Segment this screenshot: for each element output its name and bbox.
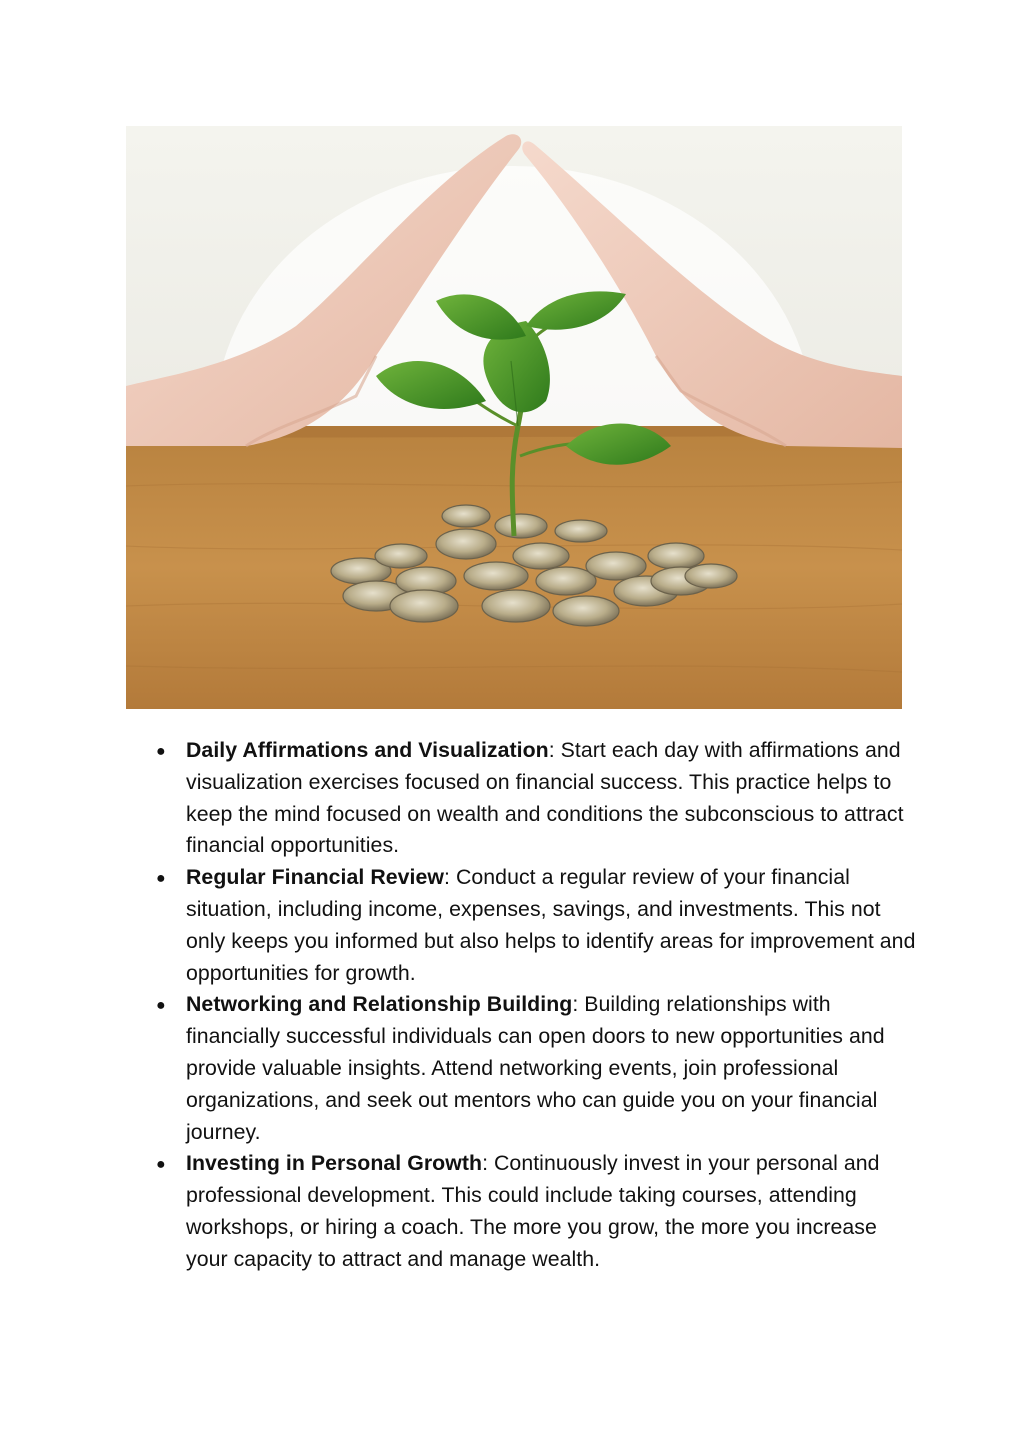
list-item [156,989,916,1148]
list-item-text: : Start each day with affirmations and visualization exercises focused on financial success. This practice helps to keep the mind focused on wealth and conditions the subconscious to attract financial opportunities. [186,738,904,858]
tips-list [156,735,916,1276]
bullet-icon: ● [156,1156,166,1174]
list-item-term: Daily Affirmations and Visualization [186,738,549,762]
list-item-term: Networking and Relationship Building [186,992,573,1017]
hero-image [126,126,902,709]
bullet-icon: ● [156,870,166,888]
list-item [156,1148,916,1275]
list-item [156,735,916,862]
list-item-text: : Continuously invest in your personal and professional development. This could include taking courses, attending workshops, or hiring a coach. The more you grow, the more you increase your capacity to attract and manage wealth. [186,1151,880,1271]
list-item-term: Investing in Personal Growth [186,1151,483,1176]
bullet-icon: ● [156,743,166,760]
seedling-with-coins-icon [126,126,902,709]
list-item-text: : Conduct a regular review of your financial situation, including income, expenses, savings, and investments. This not only keeps you informed but also helps to identify areas for improvement and opportunities for growth. [186,865,916,985]
bullet-icon: ● [156,997,166,1015]
list-item-term: Regular Financial Review [186,865,445,890]
list-item-text: : Building relationships with financially successful individuals can open doors to new opportunities and provide valuable insights. Attend networking events, join professional organizations, and seek out mentors who can guide you on your financial journey. [186,992,885,1144]
list-item [156,862,916,989]
